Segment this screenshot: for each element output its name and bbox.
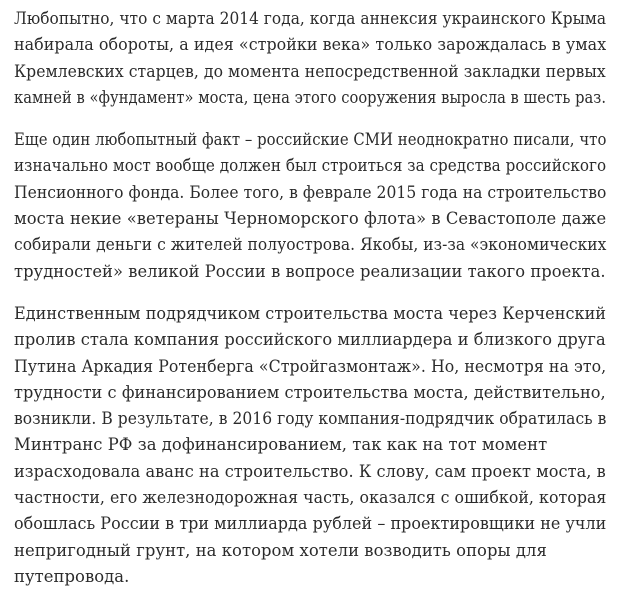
- text-line: пролив стала компания российского миллиардера и близкого друга: [14, 330, 606, 350]
- text-line: частности, его железнодорожная часть, оказался с ошибкой, которая: [14, 488, 607, 508]
- text-line: Путина Аркадия Ротенберга «Стройгазмонтаж». Но, несмотря на это,: [14, 356, 607, 376]
- paragraph-1: [14, 6, 606, 111]
- text-line: Пенсионного фонда. Более того, в феврале 2015 года на строительство: [14, 182, 607, 202]
- paragraph-2: [14, 127, 606, 285]
- text-line: моста некие «ветераны Черноморского флота» в Севастополе даже: [14, 209, 607, 229]
- text-line: трудностей» великой России в вопросе реализации такого проекта.: [14, 261, 606, 281]
- text-line: камней в «фундамент» моста, цена этого сооружения выросла в шесть раз.: [14, 87, 607, 107]
- text-line: собирали деньги с жителей полуострова. Якобы, из-за «экономических: [14, 235, 607, 255]
- text-line: непригодный грунт, на котором хотели возводить опоры для: [14, 540, 547, 560]
- text-line: возникли. В результате, в 2016 году компания-подрядчик обратилась в: [14, 409, 607, 429]
- text-line: Еще один любопытный факт – российские СМИ неоднократно писали, что: [14, 130, 607, 150]
- text-line: путепровода.: [14, 566, 130, 586]
- text-line: трудности с финансированием строительства моста, действительно,: [14, 382, 606, 402]
- text-line: Любопытно, что с марта 2014 года, когда аннексия украинского Крыма: [14, 9, 607, 28]
- text-line: израсходовала аванс на строительство. К слову, сам проект моста, в: [14, 461, 606, 481]
- text-line: набирала обороты, а идея «стройки века» только зарождалась в умах: [14, 35, 607, 55]
- text-line: изначально мост вообще должен был строиться за средства российского: [14, 156, 607, 176]
- text-line: Минтранс РФ за дофинансированием, так как на тот момент: [14, 435, 548, 455]
- text-line: Единственным подрядчиком строительства моста через Керченский: [14, 303, 607, 323]
- text-line: Кремлевских старцев, до момента непосредственной закладки первых: [14, 61, 606, 81]
- paragraph-3: [14, 301, 606, 590]
- text-line: обошлась России в три миллиарда рублей – проектировщики не учли: [14, 514, 607, 534]
